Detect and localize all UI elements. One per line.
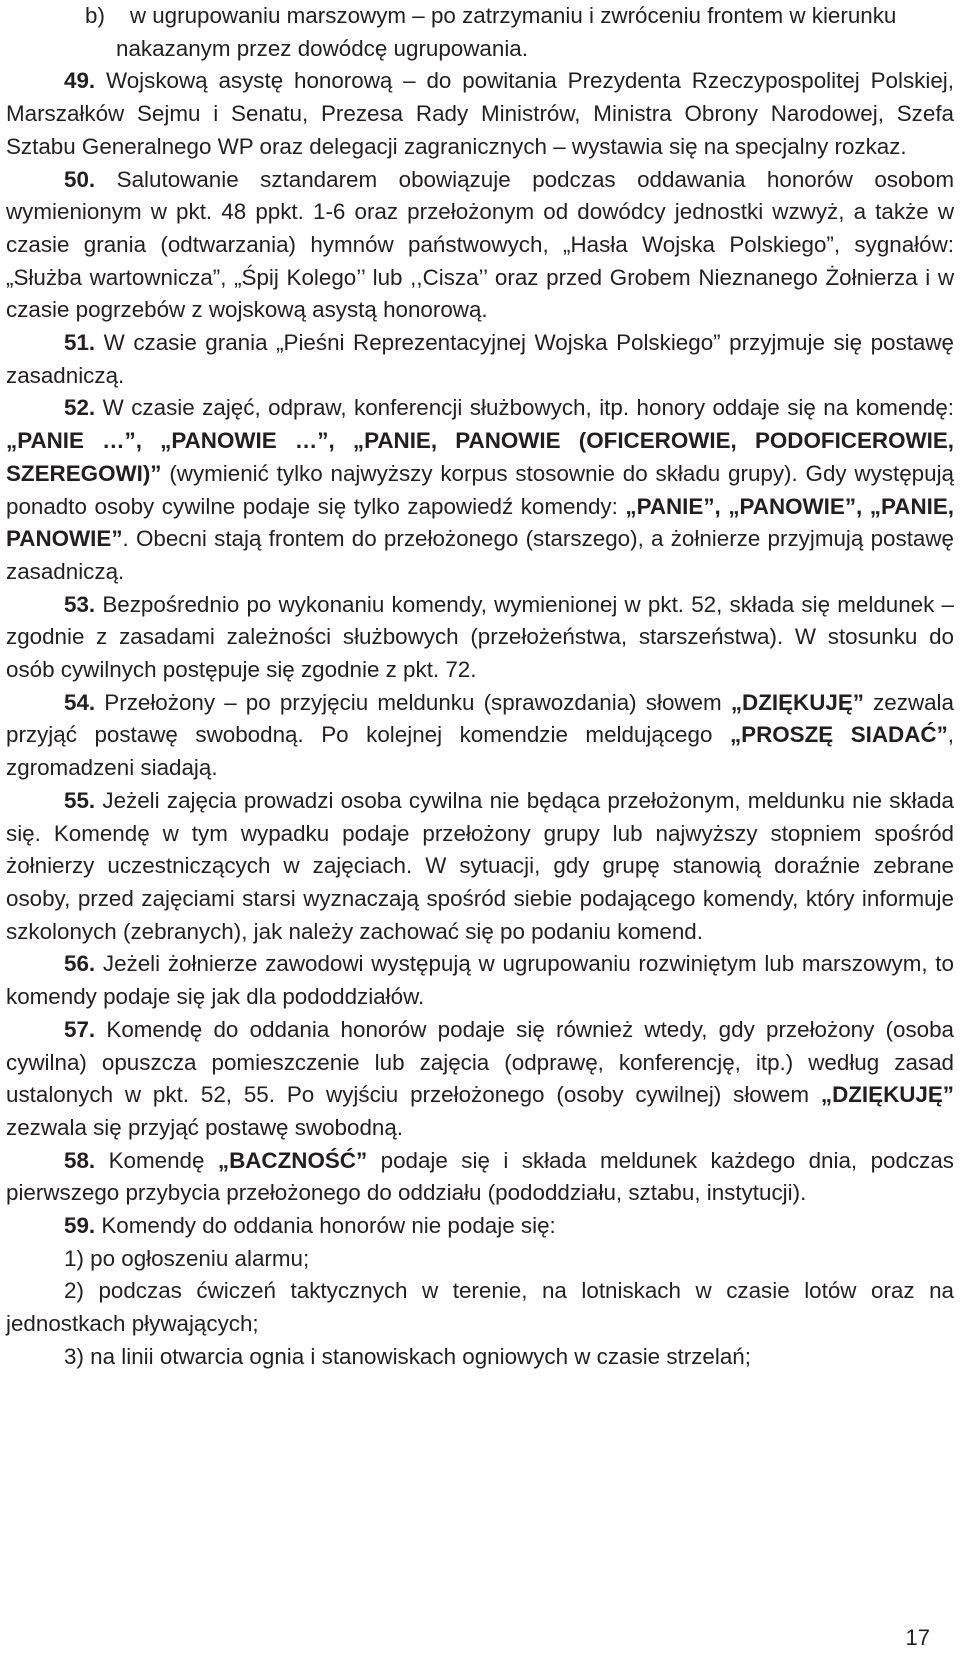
paragraph-number: 52. — [64, 395, 96, 421]
paragraph-56 — [6, 948, 954, 1013]
paragraph-number: 55. — [64, 787, 96, 813]
paragraph-49 — [6, 65, 954, 163]
paragraph-text: Komendy do oddania honorów nie podaje się: — [101, 1213, 556, 1239]
paragraph-text: Jeżeli zajęcia prowadzi osoba cywilna nie będąca przełożonym, meldunku nie składa się. Komendę w tym wypadku podaje przełożony grupy lub najwyższy stopniem spośród żołnierzy uczestniczących w zajęciach. W sytuacji, gdy grupę stanowią doraźnie zebrane osoby, przed zajęciami starsi wyznaczają spośród siebie podającego komendy, który informuje szkolonych (zebranych), jak należy zachować się po podaniu komend. — [6, 787, 954, 944]
command-text: „PANIE”, „PANOWIE”, „PANIE, PANOWIE” — [6, 493, 954, 552]
list-item-2: 2) podczas ćwiczeń taktycznych w terenie, na lotniskach w czasie lotów oraz na jednostkach pływających; — [6, 1278, 954, 1337]
command-text: „DZIĘKUJĘ” — [820, 1082, 954, 1108]
paragraph-number: 54. — [64, 689, 96, 715]
paragraph-text: zezwala się przyjąć postawę swobodną. — [6, 1114, 404, 1140]
paragraph-number: 49. — [64, 68, 96, 94]
paragraph-text: Jeżeli żołnierze zawodowi występują w ugrupowaniu rozwiniętym lub marszowym, to komendy podaje się jak dla pododdziałów. — [6, 951, 954, 1010]
paragraph-text: Salutowanie sztandarem obowiązuje podczas oddawania honorów osobom wymienionym w pkt. 48 ppkt. 1-6 oraz przełożonym od dowódcy jednostki wzwyż, a także w czasie grania (odtwarzania) hymnów państwowych, „Hasła Wojska Polskiego”, sygnałów: „Służba wartownicza”, „Śpij Kolego’’ lub ,,Cisza’’ oraz przed Grobem Nieznanego Żołnierza i w czasie pogrzebów z wojskową asystą honorową. — [6, 166, 954, 323]
paragraph-text: Bezpośrednio po wykonaniu komendy, wymienionej w pkt. 52, składa się meldunek – zgodnie z zasadami zależności służbowych (przełożeństwa, starszeństwa). W stosunku do osób cywilnych postępuje się zgodnie z pkt. 72. — [6, 591, 954, 683]
command-text: „DZIĘKUJĘ” — [730, 689, 864, 715]
paragraph-number: 53. — [64, 591, 96, 617]
paragraph-50 — [6, 164, 954, 328]
paragraph-54 — [6, 687, 954, 785]
paragraph-57 — [6, 1014, 954, 1145]
command-text: „PANIE …”, „PANOWIE …”, „PANIE, PANOWIE (OFICEROWIE, PODOFICEROWIE, SZEREGOWI)” — [6, 428, 954, 486]
paragraph-55 — [6, 785, 954, 949]
paragraph-text: Przełożony – po przyjęciu meldunku (sprawozdania) słowem — [104, 689, 731, 715]
paragraph-text: W czasie grania „Pieśni Reprezentacyjnej Wojska Polskiego” przyjmuje się postawę zasadniczą. — [6, 330, 954, 388]
paragraph-53 — [6, 589, 954, 687]
list-item-3: 3) na linii otwarcia ognia i stanowiskach ogniowych w czasie strzelań; — [64, 1343, 751, 1369]
paragraph-number: 51. — [64, 330, 96, 356]
paragraph-text: (wymienić tylko najwyższy korpus stosownie do składu grupy). Gdy występują ponadto osoby cywilne podaje się tylko zapowiedź komendy: — [6, 460, 954, 519]
paragraph-text: , zgromadzeni siadają. — [6, 722, 954, 781]
list-item-1: 1) po ogłoszeniu alarmu; — [64, 1245, 310, 1271]
paragraph-text: W czasie zajęć, odpraw, konferencji służbowych, itp. honory oddaje się na komendę: — [102, 395, 954, 421]
paragraph-number: 56. — [64, 951, 96, 977]
paragraph-text: Komendę do oddania honorów podaje się również wtedy, gdy przełożony (osoba cywilna) opuszcza pomieszczenie lub zajęcia (odprawę, konferencję, itp.) według zasad ustalonych w pkt. 52, 55. Po wyjściu przełożonego (osoby cywilnej) słowem — [6, 1016, 954, 1108]
paragraph-52 — [6, 392, 954, 588]
page-number: 17 — [905, 1625, 930, 1650]
command-text: „PROSZĘ SIADAĆ” — [729, 722, 948, 748]
paragraph-text: . Obecni stają frontem do przełożonego (starszego), a żołnierze przyjmują postawę zasadniczą. — [6, 526, 954, 584]
paragraph-text: zezwala przyjąć postawę swobodną. Po kolejnej komendzie meldującego — [6, 689, 954, 748]
paragraph-number: 59. — [64, 1213, 96, 1239]
command-text: „BACZNOŚĆ” — [217, 1147, 368, 1173]
paragraph-text: podaje się i składa meldunek każdego dnia, podczas pierwszego przybycia przełożonego do oddziału (pododdziału, sztabu, instytucji). — [6, 1147, 954, 1206]
paragraph-text: Komendę — [108, 1147, 218, 1173]
list-item-label: b) — [85, 3, 105, 28]
paragraph-number: 50. — [64, 166, 96, 192]
paragraph-58 — [6, 1145, 954, 1210]
document-body — [6, 0, 954, 1374]
paragraph-51 — [6, 327, 954, 392]
list-item-text: w ugrupowaniu marszowym – po zatrzymaniu i zwróceniu frontem w kierunku nakazanym przez dowódcę ugrupowania. — [116, 3, 897, 61]
paragraph-number: 57. — [64, 1016, 96, 1042]
paragraph-text: Wojskową asystę honorową – do powitania Prezydenta Rzeczypospolitej Polskiej, Marszałków Sejmu i Senatu, Prezesa Rady Ministrów, Ministra Obrony Narodowej, Szefa Sztabu Generalnego WP oraz delegacji zagranicznych – wystawia się na specjalny rozkaz. — [6, 68, 954, 159]
paragraph-59 — [6, 1210, 954, 1243]
list-item-b — [6, 0, 954, 65]
paragraph-number: 58. — [64, 1147, 96, 1173]
